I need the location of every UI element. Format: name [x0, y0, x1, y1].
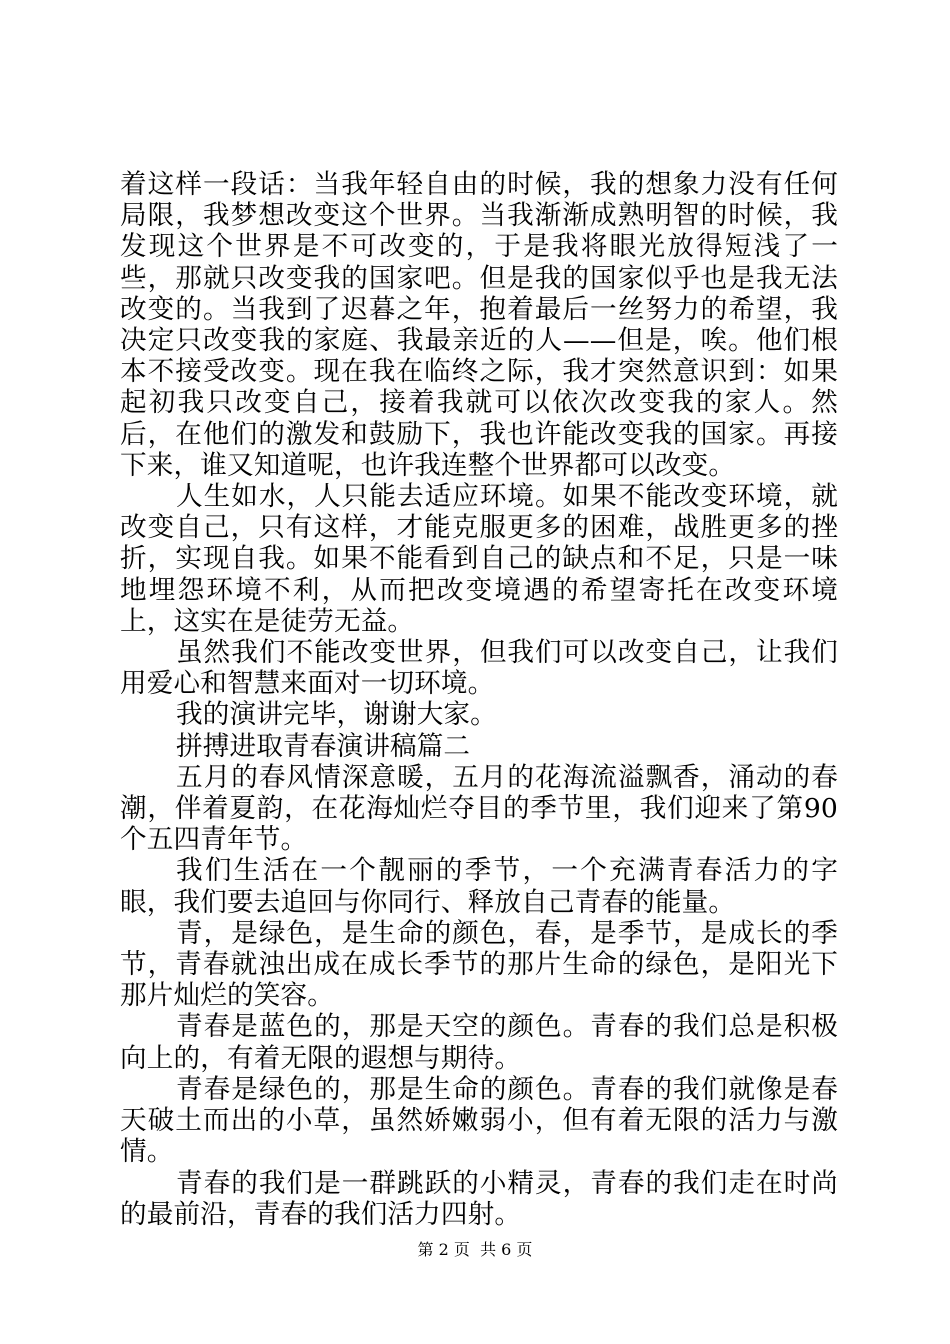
- paragraph: 虽然我们不能改变世界，但我们可以改变自己，让我们用爱心和智慧来面对一切环境。: [120, 637, 838, 700]
- closing-line: 我的演讲完毕，谢谢大家。: [176, 699, 497, 731]
- paragraph: 青春的我们是一群跳跃的小精灵，青春的我们走在时尚的最前沿，青春的我们活力四射。: [120, 1167, 838, 1230]
- paragraph: 我们生活在一个靓丽的季节，一个充满青春活力的字眼，我们要去追回与你同行、释放自己青春的能量。: [120, 855, 838, 918]
- paragraph-continuation: 着这样一段话：当我年轻自由的时候，我的想象力没有任何局限，我梦想改变这个世界。当我渐渐成熟明智的时候，我发现这个世界是不可改变的，于是我将眼光放得短浅了一些，那就只改变我的国家吧。但是我的国家似乎也是我无法改变的。当我到了迟暮之年，抱着最后一丝努力的希望，我决定只改变我的家庭、我最亲近的人——但是，唉。他们根本不接受改变。现在我在临终之际，我才突然意识到：如果起初我只改变自己，接着我就可以依次改变我的家人。然后，在他们的激发和鼓励下，我也许能改变我的国家。再接下来，谁又知道呢，也许我连整个世界都可以改变。: [120, 169, 838, 481]
- paragraph: 五月的春风情深意暖，五月的花海流溢飘香，涌动的春潮，伴着夏韵，在花海灿烂夺目的季节里，我们迎来了第90个五四青年节。: [120, 761, 838, 856]
- paragraph: 人生如水，人只能去适应环境。如果不能改变环境，就改变自己，只有这样，才能克服更多的困难，战胜更多的挫折，实现自我。如果不能看到自己的缺点和不足，只是一味地埋怨环境不利，从而把改变境遇的希望寄托在改变环境上，这实在是徒劳无益。: [120, 481, 838, 637]
- paragraph: 青春是蓝色的，那是天空的颜色。青春的我们总是积极向上的，有着无限的遐想与期待。: [120, 1011, 838, 1074]
- document-body: [120, 169, 838, 1230]
- section-heading: 拼搏进取青春演讲稿篇二: [176, 730, 471, 762]
- paragraph: 青春是绿色的，那是生命的颜色。青春的我们就像是春天破土而出的小草，虽然娇嫩弱小，但有着无限的活力与激情。: [120, 1073, 838, 1168]
- page-number-footer: 第 2 页 共 6 页: [417, 1240, 533, 1259]
- paragraph: 青，是绿色，是生命的颜色，春，是季节，是成长的季节，青春就浊出成在成长季节的那片生命的绿色，是阳光下那片灿烂的笑容。: [120, 917, 838, 1012]
